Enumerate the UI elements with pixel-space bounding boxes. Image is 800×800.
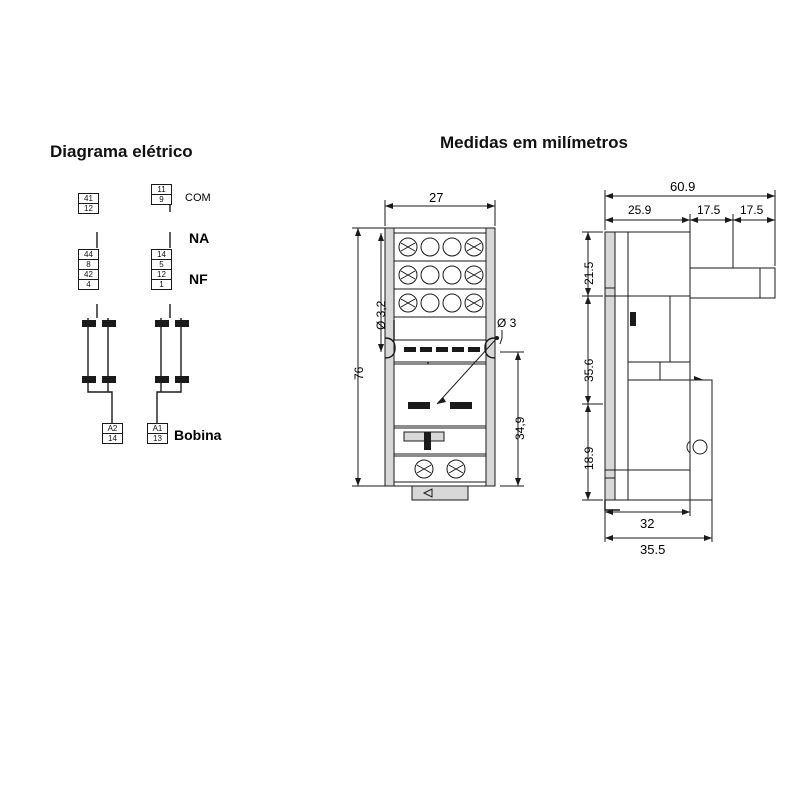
terminal-44-8	[78, 249, 99, 270]
terminal-12-1-top: 12	[152, 270, 171, 280]
dim-front-inner-height: 34,9	[513, 416, 527, 440]
terminal-a1-13	[147, 423, 168, 444]
wiring-right-branch	[155, 196, 189, 424]
wiring-left-branch	[82, 196, 116, 424]
dim-side-total-depth: 60.9	[670, 179, 696, 194]
terminal-a2-14-top: A2	[103, 424, 122, 434]
dim-side-seg1: 25.9	[628, 203, 652, 217]
label-na: NA	[189, 230, 210, 246]
terminal-a2-14	[102, 423, 123, 444]
dim-front-hole-3: Ø 3	[497, 316, 517, 330]
terminal-41-12	[78, 193, 99, 214]
terminal-a1-13-top: A1	[148, 424, 167, 434]
front-view-body	[385, 228, 495, 500]
label-nf: NF	[189, 271, 208, 287]
right-title: Medidas em milímetros	[440, 133, 629, 152]
terminal-14-5-top: 14	[152, 250, 171, 260]
dim-side-seg2: 17.5	[697, 203, 721, 217]
terminal-11-9-bottom: 9	[159, 195, 164, 204]
terminal-11-9	[151, 184, 172, 205]
dim-side-base-width: 32	[640, 516, 655, 531]
dim-front-hole-32: Ø 3,2	[374, 300, 388, 330]
terminal-14-5-bottom: 5	[159, 260, 164, 269]
dim-side-top-height: 21.5	[582, 261, 596, 285]
terminal-42-4-bottom: 4	[86, 280, 91, 289]
terminal-41-12-top: 41	[79, 194, 98, 204]
terminal-a2-14-bottom: 14	[108, 434, 117, 443]
dim-side-overall-width: 35.5	[640, 542, 666, 557]
terminal-12-1	[151, 269, 172, 290]
dim-side-seg3: 17.5	[740, 203, 764, 217]
terminal-a1-13-bottom: 13	[153, 434, 162, 443]
dim-side-mid-height: 35.6	[582, 358, 596, 382]
terminal-12-1-bottom: 1	[159, 280, 164, 289]
terminal-42-4	[78, 269, 99, 290]
terminal-44-8-bottom: 8	[86, 260, 91, 269]
terminal-11-9-top: 11	[152, 185, 171, 195]
terminal-44-8-top: 44	[79, 250, 98, 260]
dim-front-height: 76	[352, 366, 366, 380]
dim-side-bottom-height: 18.9	[582, 446, 596, 470]
label-bobina: Bobina	[174, 427, 222, 443]
left-title: Diagrama elétrico	[50, 142, 193, 161]
label-com: COM	[185, 192, 211, 204]
dim-front-width: 27	[429, 190, 444, 205]
side-view-body	[605, 232, 775, 510]
terminal-42-4-top: 42	[79, 270, 98, 280]
terminal-41-12-bottom: 12	[84, 204, 93, 213]
terminal-14-5	[151, 249, 172, 270]
